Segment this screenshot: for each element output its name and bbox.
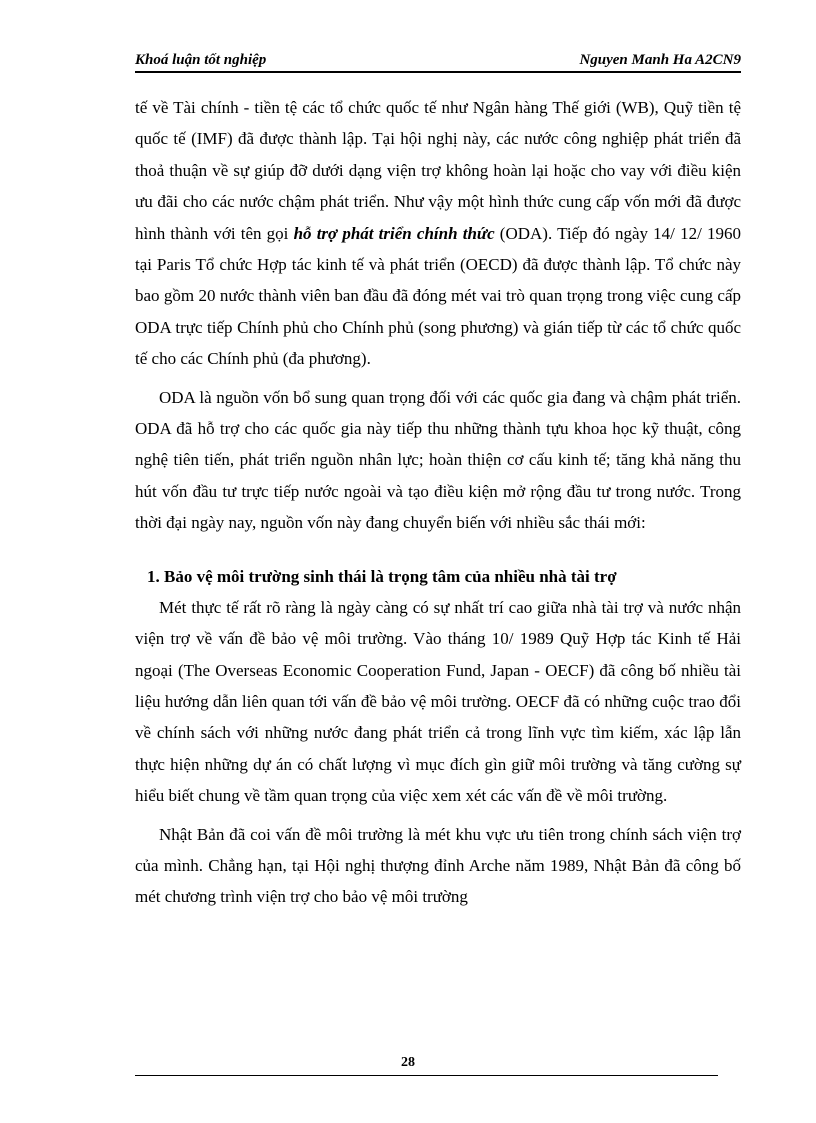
paragraph-3: Mét thực tế rất rõ ràng là ngày càng có sự nhất trí cao giữa nhà tài trợ và nước nhận viện trợ về vấn đề bảo vệ môi trường. Vào tháng 10/ 1989 Quỹ Hợp tác Kinh tế Hải ngoại (The Overseas Economic Cooperation Fund, Japan - OECF) đã công bố nhiều tài liệu hướng dẫn liên quan tới vấn đề bảo vệ môi trường. OECF đã có những cuộc trao đổi về chính sách với những nước đang phát triển cả trong lĩnh vực tìm kiếm, xác lập lẫn thực hiện những dự án có chất lượng vì mục đích gìn giữ môi trường và tăng cường sự hiểu biết chung về tầm quan trọng của việc xem xét các vấn đề về môi trường.: [135, 597, 741, 806]
page-header: [135, 50, 741, 73]
paragraph-1-part1: tế về Tài chính - tiền tệ các tổ chức quốc tế như Ngân hàng Thế giới (WB), Quỹ tiền tệ quốc tế (IMF) đã được thành lập. Tại hội nghị này, các nước công nghiệp phát triển đã thoả thuận về sự giúp đỡ dưới dạng viện trợ không hoàn lại hoặc cho vay với điều kiện ưu đãi cho các nước chậm phát triển. Như vậy một hình thức cung cấp vốn mới đã được hình thành với tên gọi: [135, 98, 741, 243]
paragraph-4: Nhật Bản đã coi vấn đề môi trường là mét khu vực ưu tiên trong chính sách viện trợ của mình. Chẳng hạn, tại Hội nghị thượng đỉnh Arche năm 1989, Nhật Bản đã công bố mét chương trình viện trợ cho bảo vệ môi trường: [135, 824, 741, 907]
footer-divider: [135, 1075, 718, 1076]
paragraph-1-part2: (ODA). Tiếp đó ngày 14/ 12/ 1960 tại Paris Tổ chức Hợp tác kinh tế và phát triển (OECD) đã được thành lập. Tổ chức này bao gồm 20 nước thành viên ban đầu đã đóng mét vai trò quan trọng trong việc cung cấp ODA trực tiếp Chính phủ cho Chính phủ (song phương) và gián tiếp từ các tổ chức quốc tế cho các Chính phủ (đa phương).: [135, 223, 741, 369]
header-author: Nguyen Manh Ha A2CN9: [579, 52, 741, 68]
section-heading: 1. Bảo vệ môi trường sinh thái là trọng tâm của nhiều nhà tài trợ: [147, 566, 617, 586]
paragraph-2: ODA là nguồn vốn bổ sung quan trọng đối với các quốc gia đang và chậm phát triển. ODA đã hỗ trợ cho các quốc gia này tiếp thu những thành tựu khoa học kỹ thuật, công nghệ tiên tiến, phát triển nguồn nhân lực; hoàn thiện cơ cấu kinh tế; tăng khả năng thu hút vốn đầu tư trực tiếp nước ngoài và tạo điều kiện mở rộng đầu tư trong nước. Trong thời đại ngày nay, nguồn vốn này đang chuyển biến với nhiều sắc thái mới:: [135, 387, 741, 533]
paragraph-1-emphasis: hỗ trợ phát triển chính thức: [293, 223, 495, 243]
header-thesis-title: Khoá luận tốt nghiệp: [135, 52, 267, 68]
page-content: [135, 92, 741, 913]
paragraph-1: [135, 92, 741, 375]
page-number: 28: [401, 1055, 415, 1070]
